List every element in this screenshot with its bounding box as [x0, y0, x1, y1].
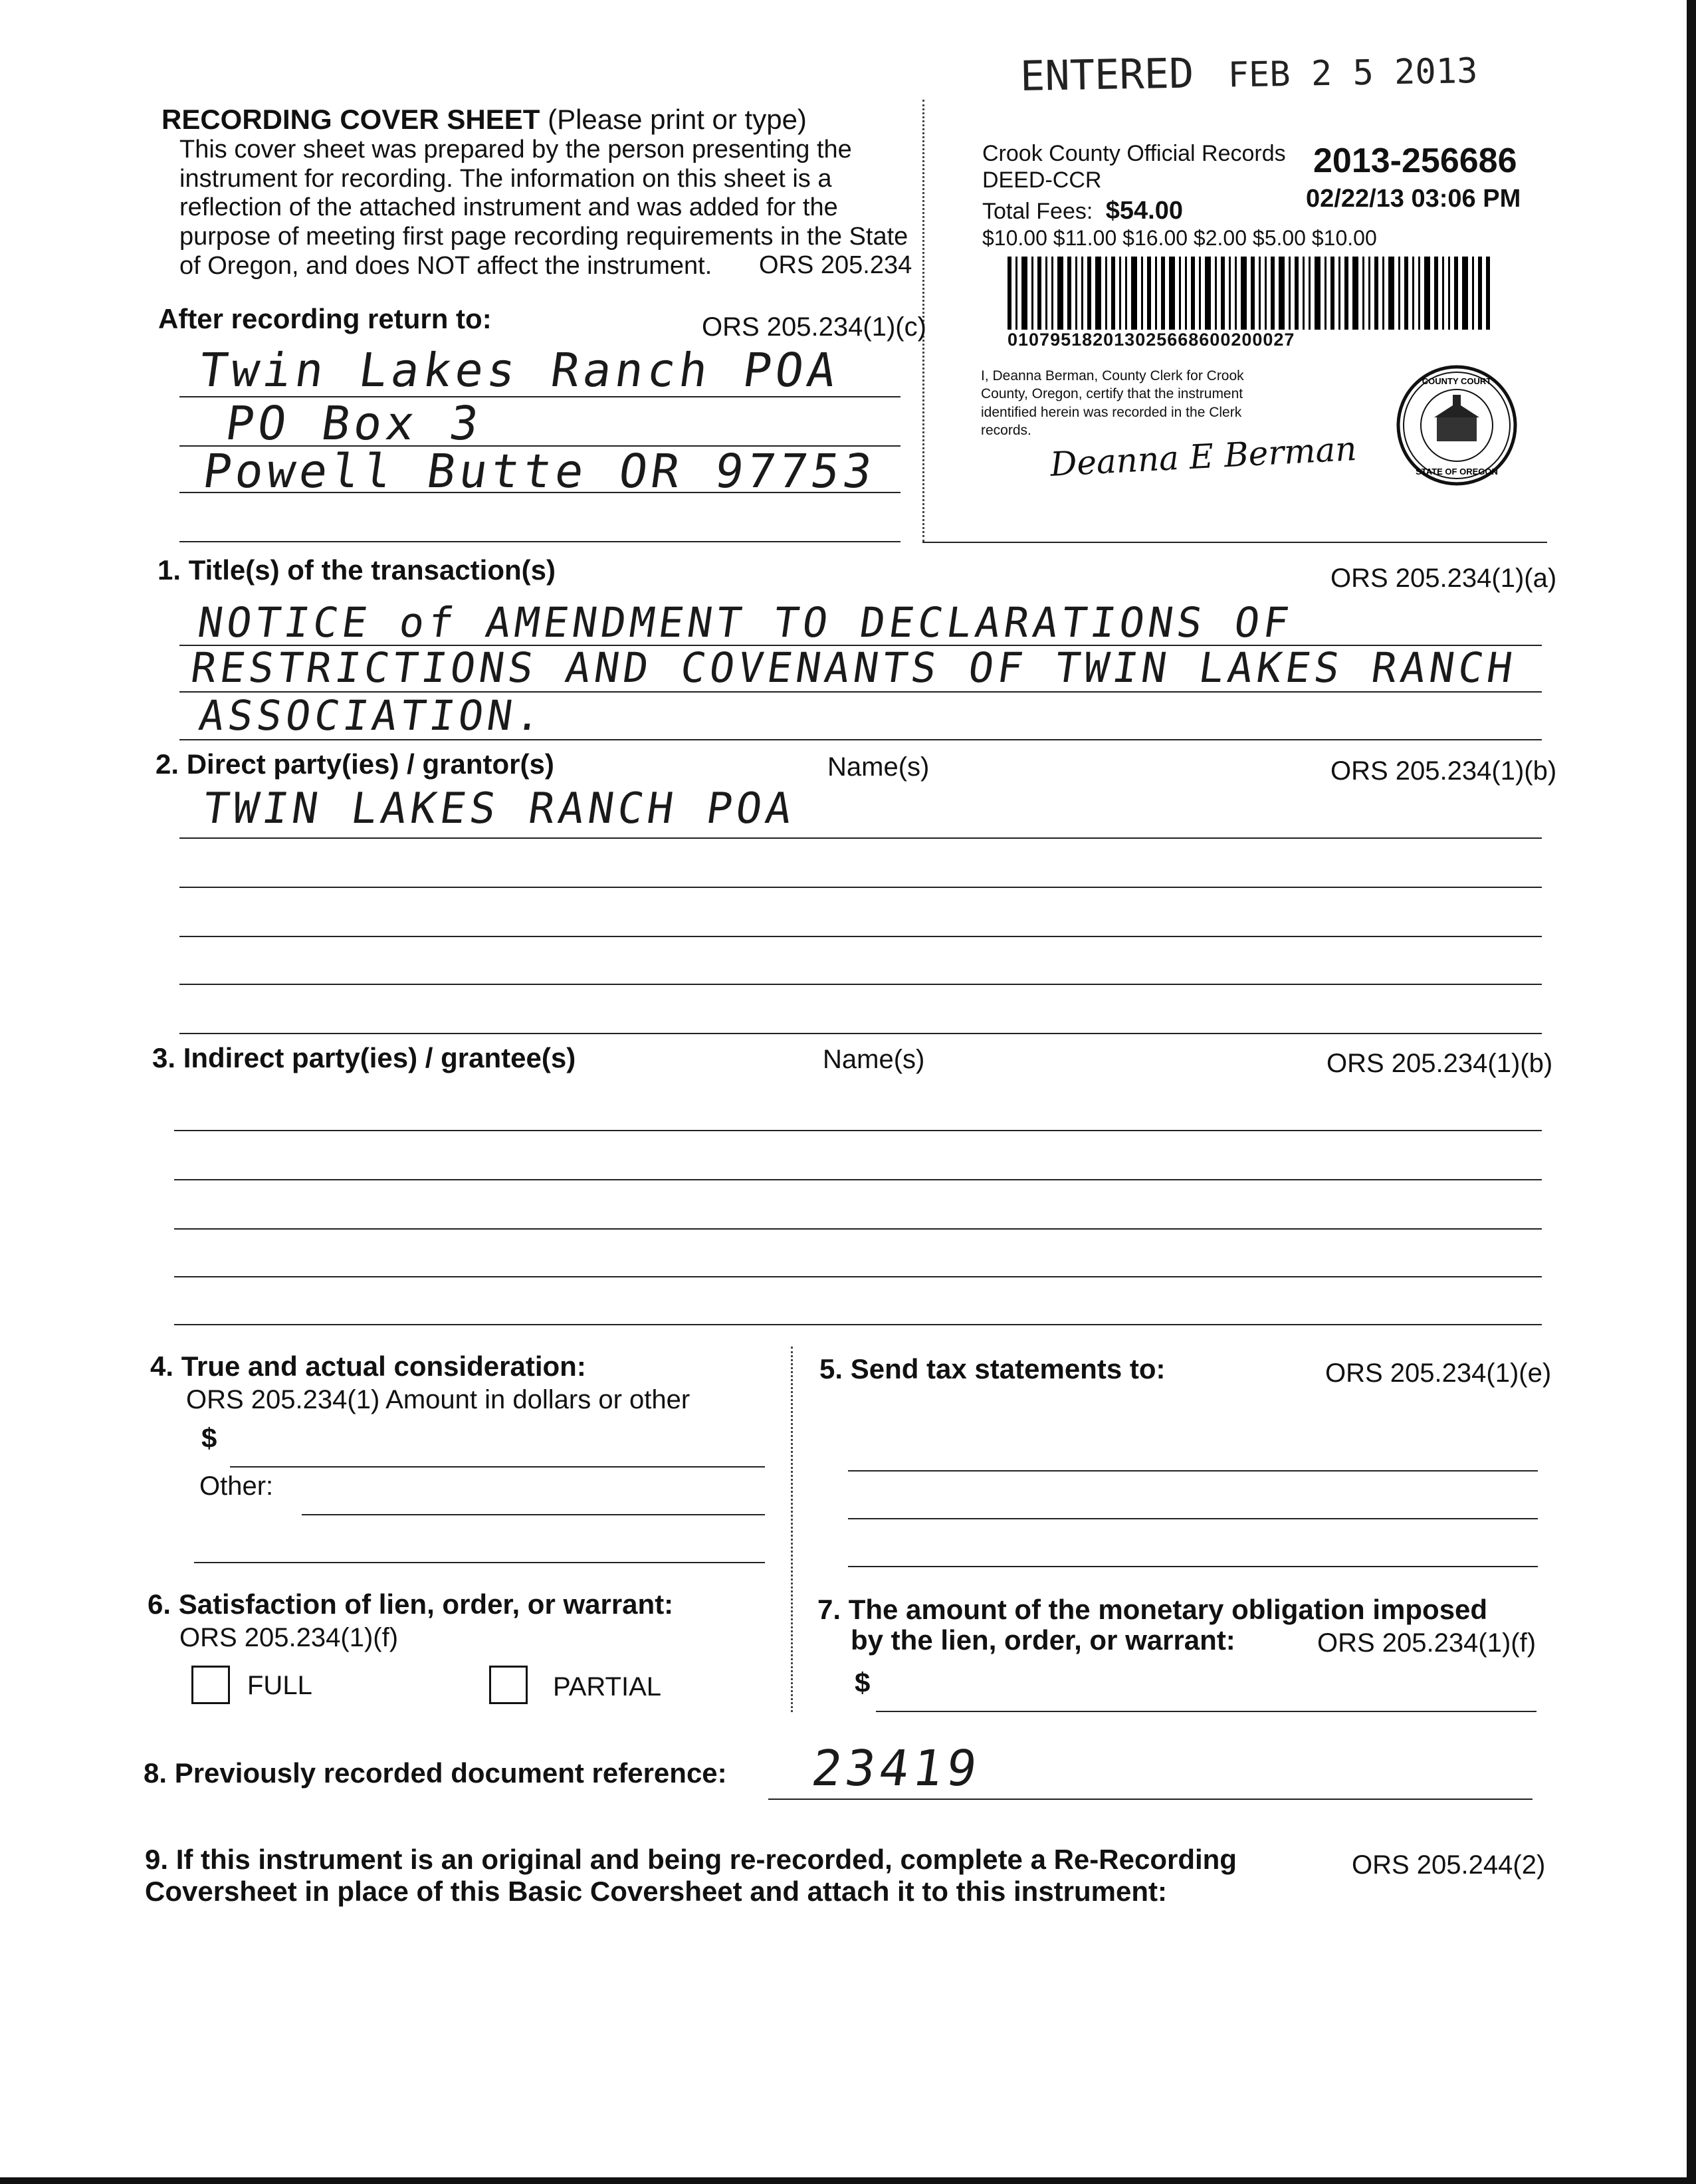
section-5-label: 5. Send tax statements to: — [819, 1353, 1166, 1384]
fee-breakdown: $10.00 $11.00 $16.00 $2.00 $5.00 $10.00 — [982, 226, 1377, 250]
section-6-label: 6. Satisfaction of lien, order, or warrant: — [148, 1588, 674, 1620]
section-2-rule — [179, 936, 1542, 937]
title-note: (Please print or type) — [548, 104, 807, 135]
section-7-ref: ORS 205.234(1)(f) — [1317, 1628, 1537, 1658]
section-1-rule — [179, 739, 1542, 740]
transaction-title-line-3: ASSOCIATION. — [195, 691, 549, 740]
return-rule — [179, 492, 901, 493]
county-seal — [1396, 364, 1518, 487]
consideration-amount-line — [230, 1466, 765, 1468]
section-8-label: 8. Previously recorded document reference: — [144, 1757, 727, 1789]
section-5-ref: ORS 205.234(1)(e) — [1325, 1359, 1552, 1388]
svg-text:STATE OF OREGON: STATE OF OREGON — [1416, 467, 1498, 477]
consideration-other-line — [302, 1514, 765, 1515]
section-3-rule — [174, 1324, 1542, 1325]
section-2-rule — [179, 1033, 1542, 1034]
grantor-name: TWIN LAKES RANCH POA — [199, 784, 799, 833]
transaction-title-line-1: NOTICE of AMENDMENT TO DECLARATIONS OF — [194, 598, 1296, 647]
svg-text:COUNTY COURT: COUNTY COURT — [1422, 376, 1492, 386]
transaction-title-line-2: RESTRICTIONS AND COVENANTS OF TWIN LAKES RANCH — [187, 643, 1520, 692]
barcode-number: 010795182013025668600200027 — [1007, 330, 1295, 350]
previous-reference-line — [768, 1799, 1533, 1800]
fees-label: Total Fees: — [982, 199, 1093, 224]
section-2-rule — [179, 984, 1542, 985]
return-to-line-3: Powell Butte OR 97753 — [199, 444, 879, 498]
section-4-label: 4. True and actual consideration: — [150, 1351, 586, 1382]
section-3-rule — [174, 1276, 1542, 1277]
section-7-label-1: 7. The amount of the monetary obligation imposed — [817, 1594, 1488, 1625]
intro-line: instrument for recording. The information on this sheet is a — [179, 164, 832, 193]
intro-line: of Oregon, and does NOT affect the instrument. — [179, 251, 712, 280]
certification-line: I, Deanna Berman, County Clerk for Crook — [981, 368, 1244, 383]
section-4-other: Other: — [199, 1472, 274, 1501]
consideration-other-line-2 — [194, 1562, 765, 1563]
tax-statement-line — [848, 1470, 1538, 1472]
barcode — [1007, 257, 1494, 330]
return-to-line-1: Twin Lakes Ranch POA — [195, 343, 843, 397]
return-rule — [179, 541, 901, 542]
section-2-ref: ORS 205.234(1)(b) — [1330, 756, 1557, 786]
section-3-label: 3. Indirect party(ies) / grantee(s) — [152, 1042, 576, 1073]
full-checkbox[interactable] — [191, 1666, 230, 1704]
section-2-rule — [179, 837, 1542, 839]
certification-line: records. — [981, 422, 1031, 438]
section-2-names: Name(s) — [827, 752, 930, 782]
tax-statement-line — [848, 1518, 1538, 1519]
section-3-ref: ORS 205.234(1)(b) — [1326, 1049, 1553, 1078]
section-3-rule — [174, 1179, 1542, 1180]
recorder-bottom-rule — [922, 542, 1547, 543]
section-3-rule — [174, 1130, 1542, 1131]
section-7-dollar: $ — [855, 1667, 871, 1698]
fees-amount: $54.00 — [1105, 197, 1183, 225]
section-1-ref: ORS 205.234(1)(a) — [1330, 564, 1557, 593]
section-4-sub: ORS 205.234(1) Amount in dollars or other — [186, 1385, 690, 1414]
partial-checkbox[interactable] — [489, 1666, 528, 1704]
section-9-label-2: Coversheet in place of this Basic Coversheet and attach it to this instrument: — [145, 1876, 1168, 1907]
lower-divider — [791, 1347, 793, 1712]
scan-edge-bottom — [0, 2177, 1696, 2184]
monetary-obligation-line — [876, 1711, 1537, 1712]
cover-sheet-heading — [161, 104, 807, 136]
record-datetime: 02/22/13 03:06 PM — [1306, 185, 1521, 213]
intro-line: reflection of the attached instrument and was added for the — [179, 193, 838, 222]
full-label: FULL — [247, 1671, 312, 1700]
section-2-label: 2. Direct party(ies) / grantor(s) — [156, 748, 554, 780]
recorder-doc-type: DEED-CCR — [982, 167, 1102, 193]
scan-edge-right — [1687, 0, 1696, 2184]
return-to-label: After recording return to: — [158, 303, 492, 334]
clerk-certification — [981, 367, 1340, 439]
intro-ref: ORS 205.234 — [759, 251, 912, 279]
entered-date: FEB 2 5 2013 — [1227, 51, 1478, 96]
entered-stamp — [1019, 44, 1477, 100]
clerk-signature: Deanna E Berman — [1049, 429, 1358, 485]
section-4-dollar: $ — [201, 1422, 217, 1454]
record-number: 2013-256686 — [1313, 142, 1517, 180]
section-3-names: Name(s) — [823, 1045, 925, 1074]
previous-document-reference: 23419 — [807, 1740, 984, 1797]
intro-line: purpose of meeting first page recording requirements in the State — [179, 223, 908, 251]
tax-statement-line — [848, 1566, 1538, 1567]
certification-line: identified herein was recorded in the Clerk — [981, 404, 1242, 420]
return-to-ref: ORS 205.234(1)(c) — [702, 312, 926, 342]
recorder-office: Crook County Official Records — [982, 141, 1286, 166]
entered-label: ENTERED — [1019, 49, 1194, 101]
fees-row — [982, 197, 1183, 225]
section-6-ref: ORS 205.234(1)(f) — [179, 1623, 399, 1652]
partial-label: PARTIAL — [553, 1672, 662, 1701]
section-9-label-1: 9. If this instrument is an original and being re-recorded, complete a Re-Recording — [145, 1844, 1237, 1875]
page-title: RECORDING COVER SHEET — [161, 104, 540, 135]
section-7-label-2: by the lien, order, or warrant: — [851, 1624, 1235, 1656]
certification-line: County, Oregon, certify that the instrument — [981, 386, 1243, 402]
intro-line: This cover sheet was prepared by the person presenting the — [179, 136, 852, 164]
return-to-line-2: PO Box 3 — [222, 396, 486, 451]
section-9-ref: ORS 205.244(2) — [1352, 1850, 1546, 1880]
section-3-rule — [174, 1228, 1542, 1230]
section-2-rule — [179, 887, 1542, 888]
section-1-label: 1. Title(s) of the transaction(s) — [158, 554, 556, 586]
